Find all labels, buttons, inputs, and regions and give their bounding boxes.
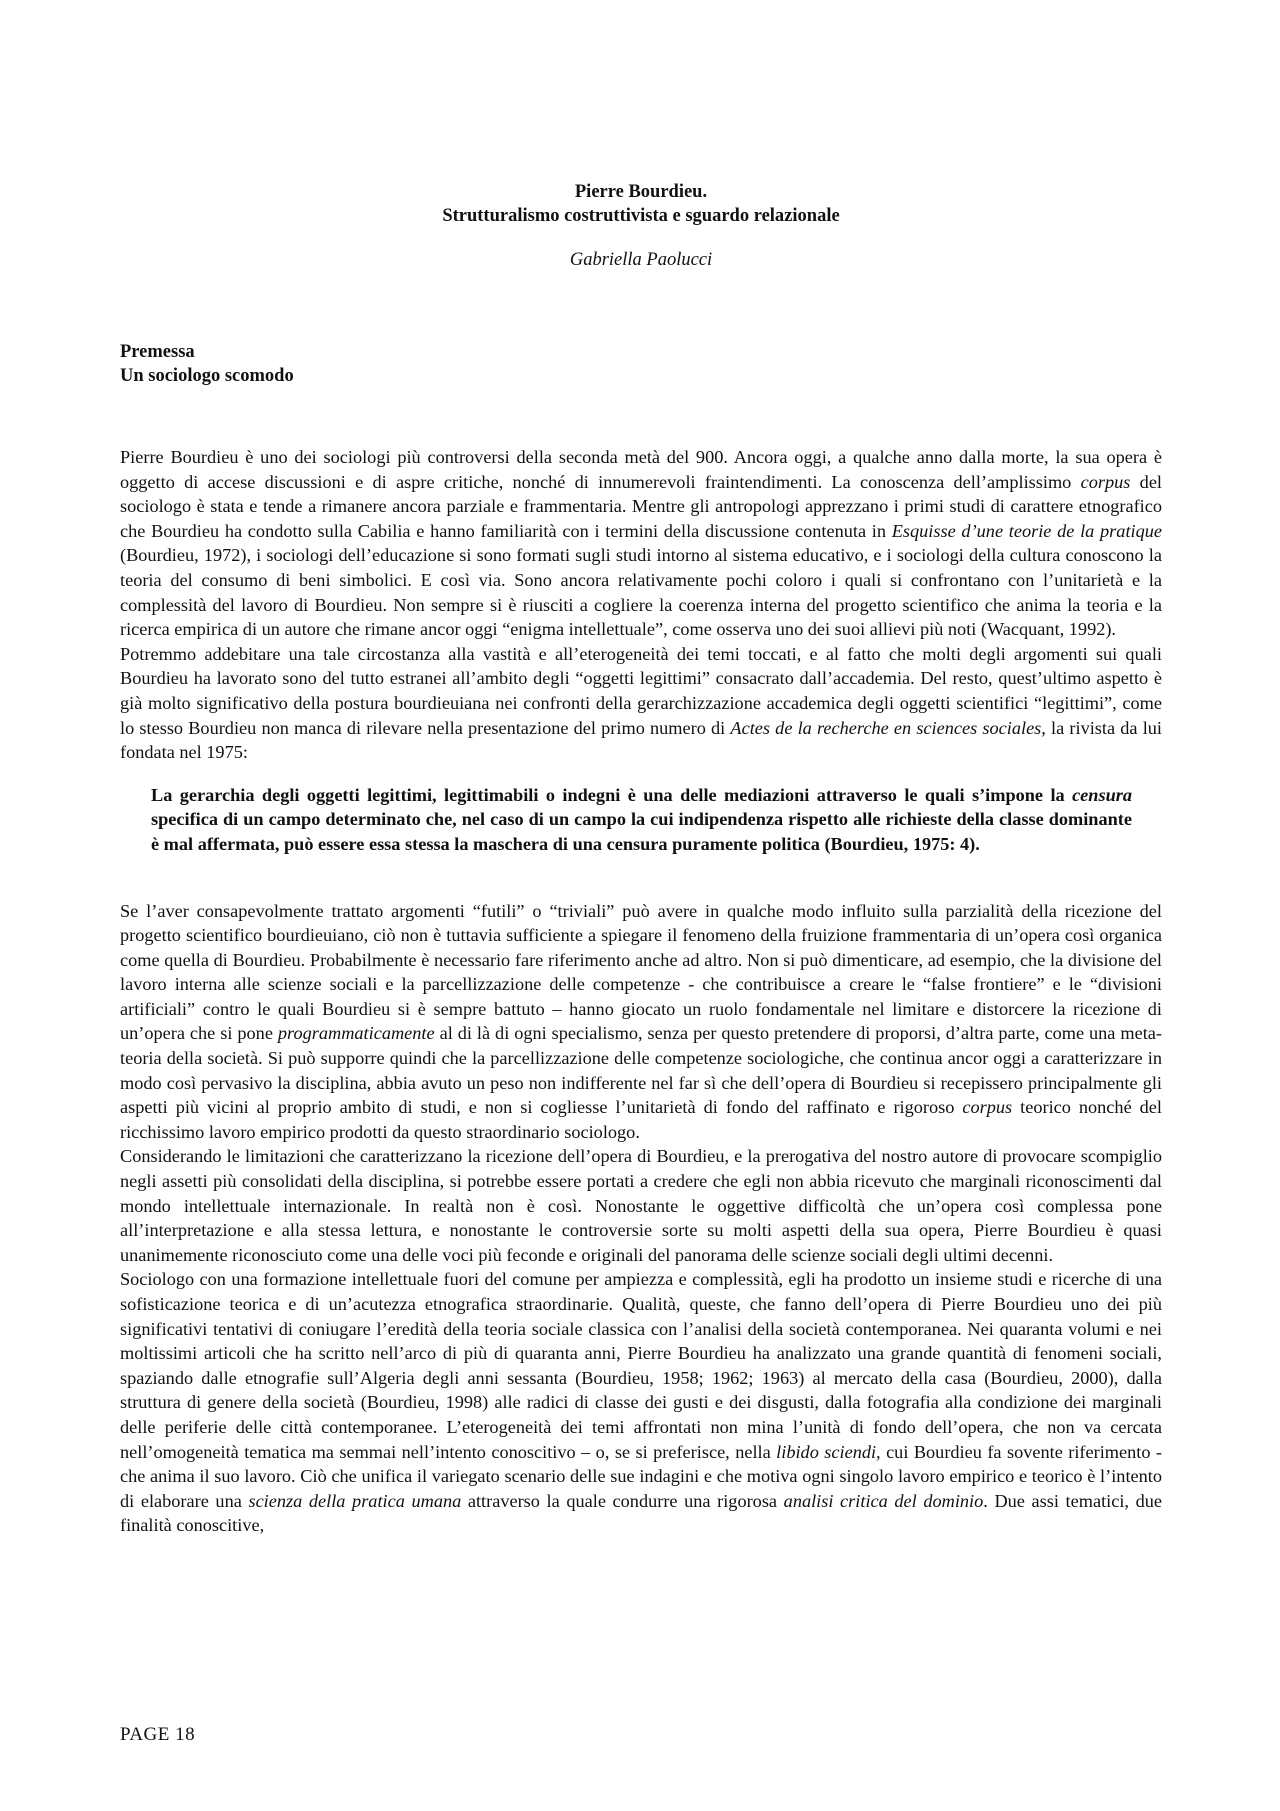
paragraph-4 [120,1144,1162,1267]
text-run: teorico nonché del ricchissimo lavoro empirico prodotti da questo straordinario sociologo. [120,1097,1162,1142]
italic-term: analisi critica del dominio [783,1490,984,1511]
text-run: Sociologo con una formazione intellettuale fuori del comune per ampiezza e complessità, egli ha prodotto un insieme studi e ricerche di una sofisticazione teorica e di un’acutezza etnografica straordinarie. Qualità, queste, che fanno dell’opera di Pierre Bourdieu uno dei più significativi tentativi di coniugare l’eredità della teoria sociale classica con l’analisi della società contemporanea. Nei quaranta volumi e nei moltissimi articoli che ha scritto nell’arco di più di quaranta anni, Pierre Bourdieu ha analizzato una grande quantità di fenomeni sociali, spaziando dalle etnografie sull’Algeria degli anni sessanta (Bourdieu, 1958; 1962; 1963) al mercato della casa (Bourdieu, 2000), dalla struttura di genere della società (Bourdieu, 1998) alle radici di classe dei gusti e dei disgusti, dalla fotografia alla condizione dei marginali delle periferie delle città contemporanee. L’eterogeneità dei temi affrontati non mina l’unità di fondo dell’opera, che non va cercata nell’omogeneità tematica ma semmai nell’intento conoscitivo – o, se si preferisce, nella [120,1269,1162,1462]
text-run: Potremmo addebitare una tale circostanza alla vastità e all’eterogeneità dei temi toccati, e al fatto che molti degli argomenti sui quali Bourdieu ha lavorato sono del tutto estranei all’ambito degli “oggetti legittimi” consacrato dall’accademia. Del resto, quest’ultimo aspetto è già molto significativo della postura bourdieuiana nei confronti della gerarchizzazione accademica degli oggetti scientifici “legittimi”, come lo stesso Bourdieu non manca di rilevare nella presentazione del primo numero di [120,643,1162,738]
document-header [120,180,1162,272]
italic-term: corpus [962,1097,1013,1118]
block-quote [151,783,1132,857]
text-run: specifica di un campo determinato che, nel caso di un campo la cui indipendenza rispetto alle richieste della classe dominante è mal affermata, può essere essa stessa la maschera di una censura puramente politica (Bourdieu, 1975: 4). [151,809,1132,854]
page-label: PAGE [120,1724,170,1745]
paragraph-3 [120,899,1162,1145]
text-run: Se l’aver consapevolmente trattato argomenti “futili” o “triviali” può avere in qualche modo influito sulla parzialità della ricezione del progetto scientifico bourdieuiano, ciò non è tuttavia sufficiente a spiegare il fenomeno della fruizione frammentaria di un’opera così organica come quella di Bourdieu. Probabilmente è necessario fare riferimento anche ad altro. Non si può dimenticare, ad esempio, che la divisione del lavoro interna alle scienze sociali e la parcellizzazione delle competenze - che contribuisce a creare le “false frontiere” e le “divisioni artificiali” contro le quali Bourdieu si è sempre battuto – hanno giocato un ruolo fondamentale nel limitare e distorcere la ricezione di un’opera che si pone [120,900,1162,1044]
text-run: , la rivista da lui fondata nel 1975: [120,717,1162,763]
italic-title: Actes de la recherche en sciences sociales [730,717,1042,738]
text-run: . Due assi tematici, due finalità conoscitive, [120,1490,1163,1536]
document-title: Pierre Bourdieu. [574,182,708,202]
author-name: Gabriella Paolucci [569,250,713,270]
text-run: attraverso la quale condurre una rigorosa [461,1490,784,1511]
paragraph-2 [120,642,1162,765]
document-subtitle: Strutturalismo costruttivista e sguardo relazionale [442,206,840,226]
italic-term: programmaticamente [277,1023,435,1044]
italic-term: scienza della pratica umana [248,1490,462,1511]
section-subheading: Un sociologo scomodo [120,366,294,386]
text-run: del sociologo è stata e tende a rimanere ancora parziale e frammentaria. Mentre gli antropologi apprezzano i primi studi di carattere etnografico che Bourdieu ha condotto sulla Cabilia e hanno familiarità con i termini della discussione contenuta in [120,471,1163,541]
page-footer [120,1724,195,1746]
section-heading: Premessa [120,342,195,362]
paragraph-5 [120,1267,1162,1538]
body-text [120,445,1162,1538]
italic-term: libido sciendi, [776,1441,881,1462]
text-run: (Bourdieu, 1972), i sociologi dell’educazione si sono formati sugli studi intorno al sistema educativo, e i sociologi della cultura conoscono la teoria del consumo di beni simbolici. E così via. Sono ancora relativamente pochi coloro i quali si confrontano con l’unitarietà e la complessità del lavoro di Bourdieu. Non sempre si è riusciti a cogliere la coerenza interna del progetto scientifico che anima la teoria e la ricerca empirica di un autore che rimane ancor oggi “enigma intellettuale”, come osserva uno dei suoi allievi più noti (Wacquant, 1992). [120,545,1162,640]
text-run: La gerarchia degli oggetti legittimi, legittimabili o indegni è una delle mediazioni attraverso le quali s’impone la [151,784,1073,805]
italic-term: censura [1072,784,1132,805]
paragraph-1 [120,445,1162,642]
italic-term: corpus [1080,471,1131,492]
text-run: cui Bourdieu fa sovente riferimento - che anima il suo lavoro. Ciò che unifica il variegato scenario delle sue indagini e che motiva ogni singolo lavoro empirico e teorico è l’intento di elaborare una [120,1441,1163,1511]
text-run: al di là di ogni specialismo, senza per questo pretendere di proporsi, d’altra parte, come una meta-teoria della società. Si può supporre quindi che la parcellizzazione delle competenze sociologiche, che continua ancor oggi a caratterizzare in modo così pervasivo la disciplina, abbia avuto un peso non indifferente nel far sì che dell’opera di Bourdieu si recepissero principalmente gli aspetti più vicini al proprio ambito di studi, e non si cogliesse l’unitarietà di fondo del raffinato e rigoroso [120,1023,1162,1118]
text-run: Considerando le limitazioni che caratterizzano la ricezione dell’opera di Bourdieu, e la prerogativa del nostro autore di provocare scompiglio negli assetti più consolidati della disciplina, si potrebbe essere portati a credere che egli non abbia ricevuto che marginali riconoscimenti dal mondo intellettuale internazionale. In realtà non è così. Nonostante le oggettive difficoltà che un’opera così complessa pone all’interpretazione e alla stessa lettura, e nonostante le controversie sorte su molti aspetti della sua opera, Pierre Bourdieu è quasi unanimemente riconosciuto come una delle voci più feconde e originali del panorama delle scienze sociali degli ultimi decenni. [120,1146,1162,1265]
section-heading-block [120,340,294,388]
text-run: Pierre Bourdieu è uno dei sociologi più controversi della seconda metà del 900. Ancora oggi, a qualche anno dalla morte, la sua opera è oggetto di accese discussioni e di aspre critiche, nonché di innumerevoli fraintendimenti. La conoscenza dell’amplissimo [120,447,1162,492]
italic-title: Esquisse d’une teorie de la pratique [891,520,1162,541]
page-number: 18 [175,1724,196,1745]
